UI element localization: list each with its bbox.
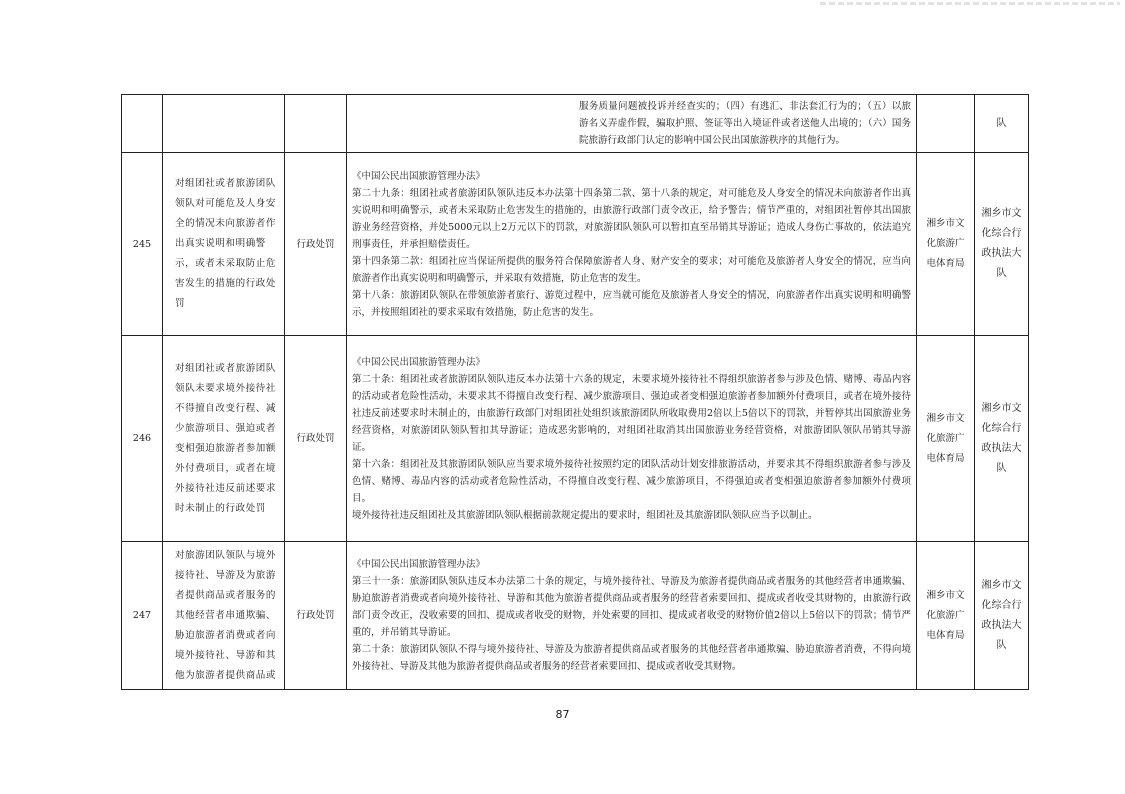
legal-basis (347, 336, 917, 542)
basis-paragraph: 第三十一条：旅游团队领队违反本办法第二十条的规定，与境外接待社、导游及为旅游者提供商品或者服务的其他经营者串通欺骗、胁迫旅游者消费或者向境外接待社、导游和其他为旅游者提供商品或者服务的经营者索要回扣、提成或者收受其财物的，由旅游行政部门责令改正，没收索要的回扣、提成或者收受的财物，并处索要的回扣、提成或者收受的财物价值2倍以上5倍以下的罚款；情节严重的，并吊销其导游证。 (352, 576, 911, 638)
department: 湘乡市文化旅游广电体育局 (917, 153, 975, 336)
basis-paragraph: 《中国公民出国旅游管理办法》 (352, 356, 486, 368)
item-category: 行政处罚 (285, 542, 347, 690)
regulation-table (121, 94, 1029, 690)
item-category: 行政处罚 (285, 336, 347, 542)
basis-paragraph: 第十六条：组团社及其旅游团队领队应当要求境外接待社按照约定的团队活动计划安排旅游活动，并要求其不得组织旅游者参与涉及色情、赌博、毒品内容的活动或者危险性活动，不得擅自改变行程、减少旅游项目，不得强迫或者变相强迫旅游者参加额外付费项目。 (352, 458, 911, 504)
item-name (163, 95, 285, 153)
table-row (122, 336, 1029, 542)
basis-paragraph: 第十四条第二款：组团社应当保证所提供的服务符合保障旅游者人身、财产安全的要求；对可能危及旅游者人身安全的情况，应当向旅游者作出真实说明和明确警示，并采取有效措施，防止危害的发生。 (352, 255, 911, 284)
item-name: 对旅游团队领队与境外接待社、导游及为旅游者提供商品或者服务的其他经营者串通欺骗、胁迫旅游者消费或者向境外接待社、导游和其他为旅游者提供商品或 (163, 542, 285, 690)
executing-agency: 队 (975, 95, 1029, 153)
table-row (122, 95, 1029, 153)
table-row (122, 153, 1029, 336)
item-category: 行政处罚 (285, 153, 347, 336)
scan-artifact (820, 2, 1120, 5)
table-row (122, 542, 1029, 690)
basis-paragraph: 《中国公民出国旅游管理办法》 (352, 559, 486, 570)
basis-paragraph: 第二十条：旅游团队领队不得与境外接待社、导游及为旅游者提供商品或者服务的其他经营者串通欺骗、胁迫旅游者消费，不得向境外接待社、导游及其他为旅游者提供商品或者服务的经营者索要回扣、提成或者收受其财物。 (352, 644, 911, 672)
basis-paragraph: 《中国公民出国旅游管理办法》 (352, 170, 486, 182)
basis-paragraph: 第十八条：旅游团队领队在带领旅游者旅行、游览过程中，应当就可能危及旅游者人身安全的情况，向旅游者作出真实说明和明确警示，并按照组团社的要求采取有效措施，防止危害的发生。 (352, 289, 911, 318)
legal-basis (347, 95, 917, 153)
executing-agency: 湘乡市文化综合行政执法大队 (975, 153, 1029, 336)
basis-paragraph: 境外接待社违反组团社及其旅游团队领队根据前款规定提出的要求时，组团社及其旅游团队领队应当予以制止。 (352, 509, 818, 521)
item-name: 对组团社或者旅游团队领队未要求境外接待社不得擅自改变行程、减少旅游项目、强迫或者变相强迫旅游者参加额外付费项目，或者在境外接待社违反前述要求时未制止的行政处罚 (163, 336, 285, 542)
department: 湘乡市文化旅游广电体育局 (917, 542, 975, 690)
department (917, 95, 975, 153)
department: 湘乡市文化旅游广电体育局 (917, 336, 975, 542)
row-number: 247 (122, 542, 163, 690)
row-number: 246 (122, 336, 163, 542)
row-number (122, 95, 163, 153)
basis-paragraph: 服务质量问题被投诉并经查实的；（四）有逃汇、非法套汇行为的；（五）以旅游名义弄虚作假，骗取护照、签证等出入境证件或者送他人出境的；（六）国务院旅游行政部门认定的影响中国公民出国旅游秩序的其他行为。 (579, 101, 911, 146)
basis-paragraph: 第二十条：组团社或者旅游团队领队违反本办法第十六条的规定，未要求境外接待社不得组织旅游者参与涉及色情、赌博、毒品内容的活动或者危险性活动，未要求其不得擅自改变行程、减少旅游项目、强迫或者变相强迫旅游者参加额外付费项目，或者在境外接待社违反前述要求时未制止的，由旅游行政部门对组团社处组织该旅游团队所收取费用2倍以上5倍以下的罚款，并暂停其出国旅游业务经营资格，对旅游团队领队暂扣其导游证；造成恶劣影响的，对组团社取消其出国旅游业务经营资格，对旅游团队领队吊销其导游证。 (352, 373, 911, 453)
legal-basis (347, 153, 917, 336)
basis-paragraph: 第二十九条：组团社或者旅游团队领队违反本办法第十四条第二款、第十八条的规定，对可能危及人身安全的情况未向旅游者作出真实说明和明确警示，或者未采取防止危害发生的措施的，由旅游行政部门责令改正，给予警告；情节严重的，对组团社暂停其出国旅游业务经营资格，并处5000元以上2万元以下的罚款，对旅游团队领队可以暂扣直至吊销其导游证；造成人身伤亡事故的，依法追究刑事责任，并承担赔偿责任。 (352, 187, 911, 250)
item-name: 对组团社或者旅游团队领队对可能危及人身安全的情况未向旅游者作出真实说明和明确警示，或者未采取防止危害发生的措施的行政处罚 (163, 153, 285, 336)
item-category (285, 95, 347, 153)
row-number: 245 (122, 153, 163, 336)
legal-basis (347, 542, 917, 690)
page-number: 87 (555, 708, 570, 721)
executing-agency: 湘乡市文化综合行政执法大队 (975, 336, 1029, 542)
executing-agency: 湘乡市文化综合行政执法大队 (975, 542, 1029, 690)
